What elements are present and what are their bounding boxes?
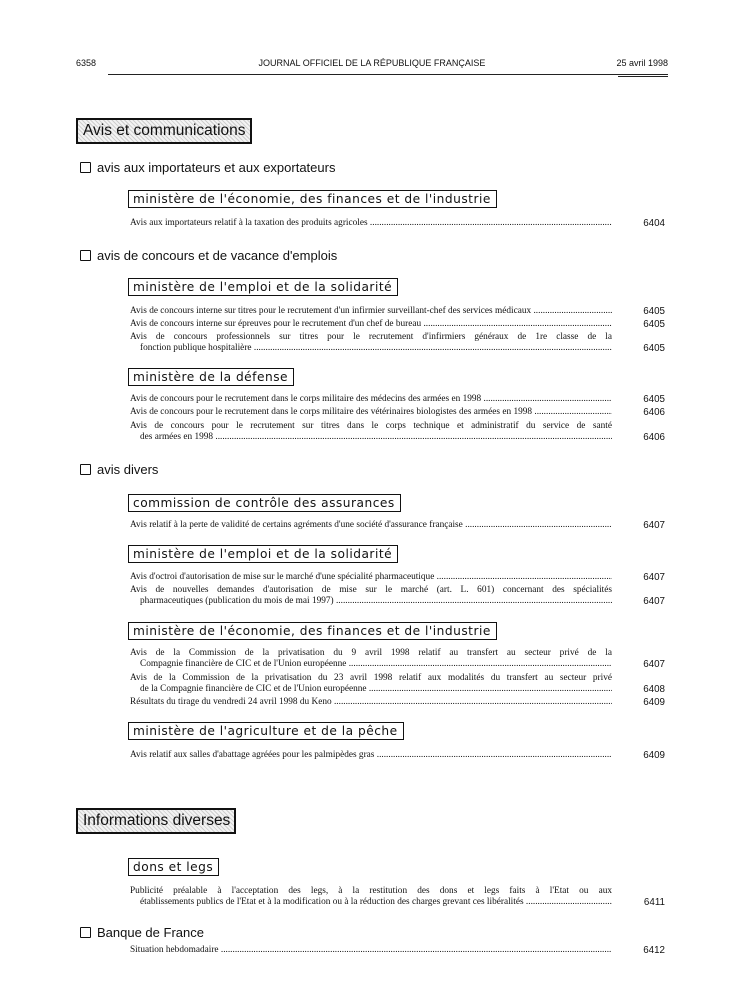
page-number: 6358 [76,58,97,68]
page-header [76,58,668,74]
entry-text: Avis de concours pour le recrutement dans le corps militaire des médecins des armées en 1998 ..... [130,394,612,405]
entry-text-line: Avis de nouvelles demandes d'autorisation de mise sur le marché (art. L. 601) concernant des spécialités [130,585,612,595]
ministry-heading: ministère de l'agriculture et de la pêche [128,722,404,740]
toc-entry[interactable] [130,572,665,583]
header-rule [108,74,668,75]
entry-text: Avis d'octroi d'autorisation de mise sur le marché d'une spécialité pharmaceutique ..... [130,572,612,583]
toc-entry[interactable] [130,332,665,354]
toc-entry[interactable] [130,306,665,317]
page-reference[interactable]: 6409 [643,750,665,761]
category-heading [80,248,337,264]
entry-text: Avis de concours pour le recrutement dans le corps militaire des vétérinaires biologistes des armées en 1998 ..... [130,407,612,418]
ministry-heading: ministère de l'économie, des finances et de l'industrie [128,190,497,208]
checkbox-square-icon [80,250,91,261]
entry-text-line: Publicité préalable à l'acceptation des legs, à la restitution des dons et legs faits à l'Etat ou aux [130,886,612,896]
page-reference[interactable]: 6405 [643,319,665,330]
entry-text-line: pharmaceutiques (publication du mois de mai 1997) ..... [130,596,612,607]
toc-entry[interactable] [130,520,665,531]
toc-entry[interactable] [130,407,665,418]
toc-entry[interactable] [130,394,665,405]
page-reference[interactable]: 6406 [643,432,665,443]
header-rule-short [618,76,668,77]
toc-entry[interactable] [130,945,665,956]
page-reference[interactable]: 6405 [643,343,665,354]
entry-text-line: Compagnie financière de CIC et de l'Union européenne ..... [130,659,612,670]
page-reference[interactable]: 6407 [643,520,665,531]
page-reference[interactable]: 6407 [643,659,665,670]
page-reference[interactable]: 6408 [643,684,665,695]
ministry-heading: ministère de la défense [128,368,294,386]
category-label: Banque de France [97,925,204,940]
page-reference[interactable]: 6407 [643,572,665,583]
section-title: Avis et communications [76,118,252,144]
entry-text-line: des armées en 1998 ..... [130,432,612,443]
entry-text: Avis de concours interne sur épreuves pour le recrutement d'un chef de bureau ..... [130,319,612,330]
toc-entry[interactable] [130,673,665,695]
toc-entry[interactable] [130,886,665,908]
entry-text-line: Avis de la Commission de la privatisation du 9 avril 1998 relatif au transfert au secteur privé de la [130,648,612,658]
category-heading [80,462,158,478]
page-reference[interactable]: 6405 [643,306,665,317]
page-reference[interactable]: 6411 [643,897,665,908]
checkbox-square-icon [80,927,91,938]
section-title: Informations diverses [76,808,236,834]
entry-text: Situation hebdomadaire ..... [130,945,612,956]
entry-text: Avis aux importateurs relatif à la taxation des produits agricoles ..... [130,218,612,229]
category-heading [80,160,335,176]
category-label: avis aux importateurs et aux exportateurs [97,160,336,175]
ministry-heading: ministère de l'emploi et de la solidarité [128,545,398,563]
journal-title: JOURNAL OFFICIEL DE LA RÉPUBLIQUE FRANÇAISE [258,58,486,68]
checkbox-square-icon [80,464,91,475]
page-reference[interactable]: 6412 [643,945,665,956]
entry-text-line: Avis de concours pour le recrutement sur titres dans le corps technique et administratif du service de santé [130,421,612,431]
checkbox-square-icon [80,162,91,173]
entry-text: Avis de concours interne sur titres pour le recrutement d'un infirmier surveillant-chef des services médicaux ..... [130,306,612,317]
page-reference[interactable]: 6409 [643,697,665,708]
category-label: avis de concours et de vacance d'emplois [97,248,338,263]
page-reference[interactable]: 6407 [643,596,665,607]
toc-entry[interactable] [130,648,665,670]
entry-text-line: Avis de concours professionnels sur titres pour le recrutement d'infirmiers généraux de 1re classe de la [130,332,612,342]
entry-text: Avis relatif à la perte de validité de certains agréments d'une société d'assurance française ..... [130,520,612,531]
ministry-heading: ministère de l'emploi et de la solidarité [128,278,398,296]
category-heading [80,925,204,941]
page-reference[interactable]: 6406 [643,407,665,418]
ministry-heading: dons et legs [128,858,219,876]
ministry-heading: commission de contrôle des assurances [128,494,401,512]
toc-entry[interactable] [130,697,665,708]
entry-text: Avis relatif aux salles d'abattage agréées pour les palmipèdes gras ..... [130,750,612,761]
toc-entry[interactable] [130,218,665,229]
entry-text: Résultats du tirage du vendredi 24 avril 1998 du Keno ..... [130,697,612,708]
entry-text-line: Avis de la Commission de la privatisation du 23 avril 1998 relatif aux modalités du transfert au secteur privé [130,673,612,683]
toc-entry[interactable] [130,585,665,607]
category-label: avis divers [97,462,159,477]
toc-entry[interactable] [130,421,665,443]
issue-date: 25 avril 1998 [616,58,668,68]
toc-entry[interactable] [130,750,665,761]
page-reference[interactable]: 6405 [643,394,665,405]
entry-text-line: de la Compagnie financière de CIC et de l'Union européenne ..... [130,684,612,695]
entry-text-line: établissements publics de l'Etat et à la modification ou à la réduction des charges grevant ces libéralités ..... [130,897,612,908]
entry-text-line: fonction publique hospitalière ..... [130,343,612,354]
toc-entry[interactable] [130,319,665,330]
ministry-heading: ministère de l'économie, des finances et de l'industrie [128,622,497,640]
page-reference[interactable]: 6404 [643,218,665,229]
